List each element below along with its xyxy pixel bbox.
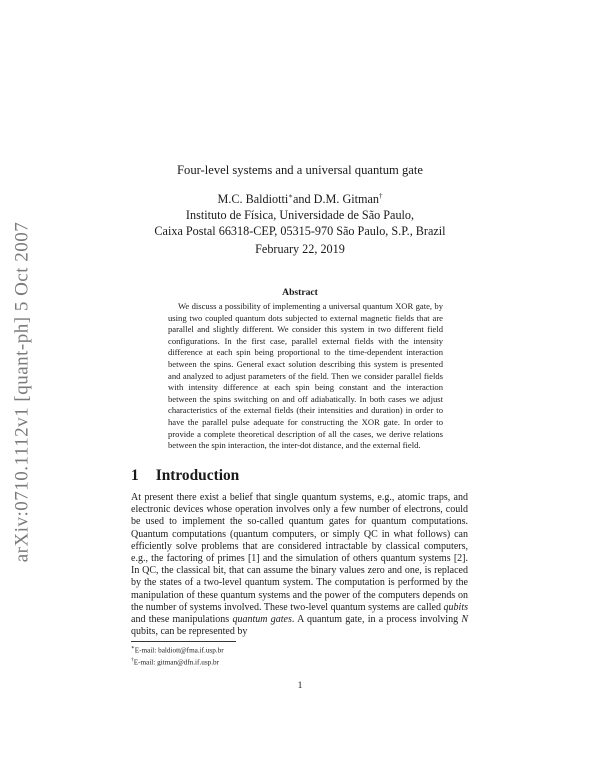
emphasis-quantum-gates: quantum gates	[232, 614, 292, 626]
footnote-1: ∗E-mail: baldiott@fma.if.usp.br	[131, 645, 224, 655]
author-gitman: and D.M. Gitman	[293, 192, 379, 207]
footnote-divider	[131, 641, 236, 642]
affiliation-line-2: Caixa Postal 66318-CEP, 05315-970 São Paulo, S.P., Brazil	[154, 224, 446, 239]
paper-title: Four-level systems and a universal quantum gate	[177, 163, 423, 177]
affiliation-line-1: Instituto de Física, Universidade de São Paulo,	[185, 208, 415, 223]
author-block	[0, 188, 600, 239]
footnote-email-baldiotti: E-mail: baldiott@fma.if.usp.br	[134, 646, 224, 655]
abstract-text: We discuss a possibility of implementing a universal quantum XOR gate, by using two coupled quantum dots subjected to external magnetic fields that are parallel and slightly different. We consider this system in two different field configurations. In the first case, parallel external fields with the intensity difference at each spin being proportional to the time-dependent interaction between the spins. General exact solution describing this system is presented and analyzed to adjust parameters of the field. Then we consider parallel fields with intensity difference at each spin being constant and the interaction between the spins switching on and off adiabatically. In both cases we adjust characteristics of the external fields (their intensities and duration) in order to have the parallel pulse adequate for constructing the XOR gate. In order to provide a complete theoretical description of all the cases, we derive relations between the spin interaction, the inter-dot distance, and the external field.	[168, 301, 443, 451]
footnote-email-gitman: E-mail: gitman@dfn.if.usp.br	[133, 658, 220, 667]
footnotes	[131, 643, 224, 668]
footnote-mark-1: ∗	[288, 192, 294, 200]
emphasis-n: N	[461, 614, 469, 626]
arxiv-identifier: arXiv:0710.1112v1 [quant-ph] 5 Oct 2007	[11, 221, 33, 563]
author-baldiotti: M.C. Baldiotti	[217, 192, 289, 207]
introduction-paragraph: At present there exist a belief that single quantum systems, e.g., atomic traps, and electronic devices whose operation involves only a few number of electrons, could be used to implement the so-called quantum gates for quantum computations. Quantum computations (quantum computers, or simply QC in what follows) can efficiently solve problems that are considered intractable by classical computers, e.g., the factoring of primes [1] and the simulation of others quantum systems [2]. In QC, the classical bit, that can assume the binary values zero and one, is replaced by the states of a two-level quantum system. The computation is performed by the manipulation of these quantum systems and the power of the computers depends on the number of systems involved. These two-level quantum systems are called qubits and these manipulations quantum gates. A quantum gate, in a process involving N qubits, can be represented by	[131, 492, 469, 638]
author-line	[0, 188, 600, 207]
section-number: 1	[131, 467, 139, 484]
footnote-mark-2: †	[379, 192, 383, 200]
abstract-heading: Abstract	[282, 287, 318, 298]
footnote-2: †E-mail: gitman@dfn.if.usp.br	[131, 657, 220, 667]
section-title: Introduction	[155, 467, 240, 484]
section-heading	[131, 467, 239, 485]
page-number: 1	[297, 680, 303, 691]
emphasis-qubits: qubits	[443, 601, 468, 613]
paper-date: February 22, 2019	[255, 242, 345, 256]
